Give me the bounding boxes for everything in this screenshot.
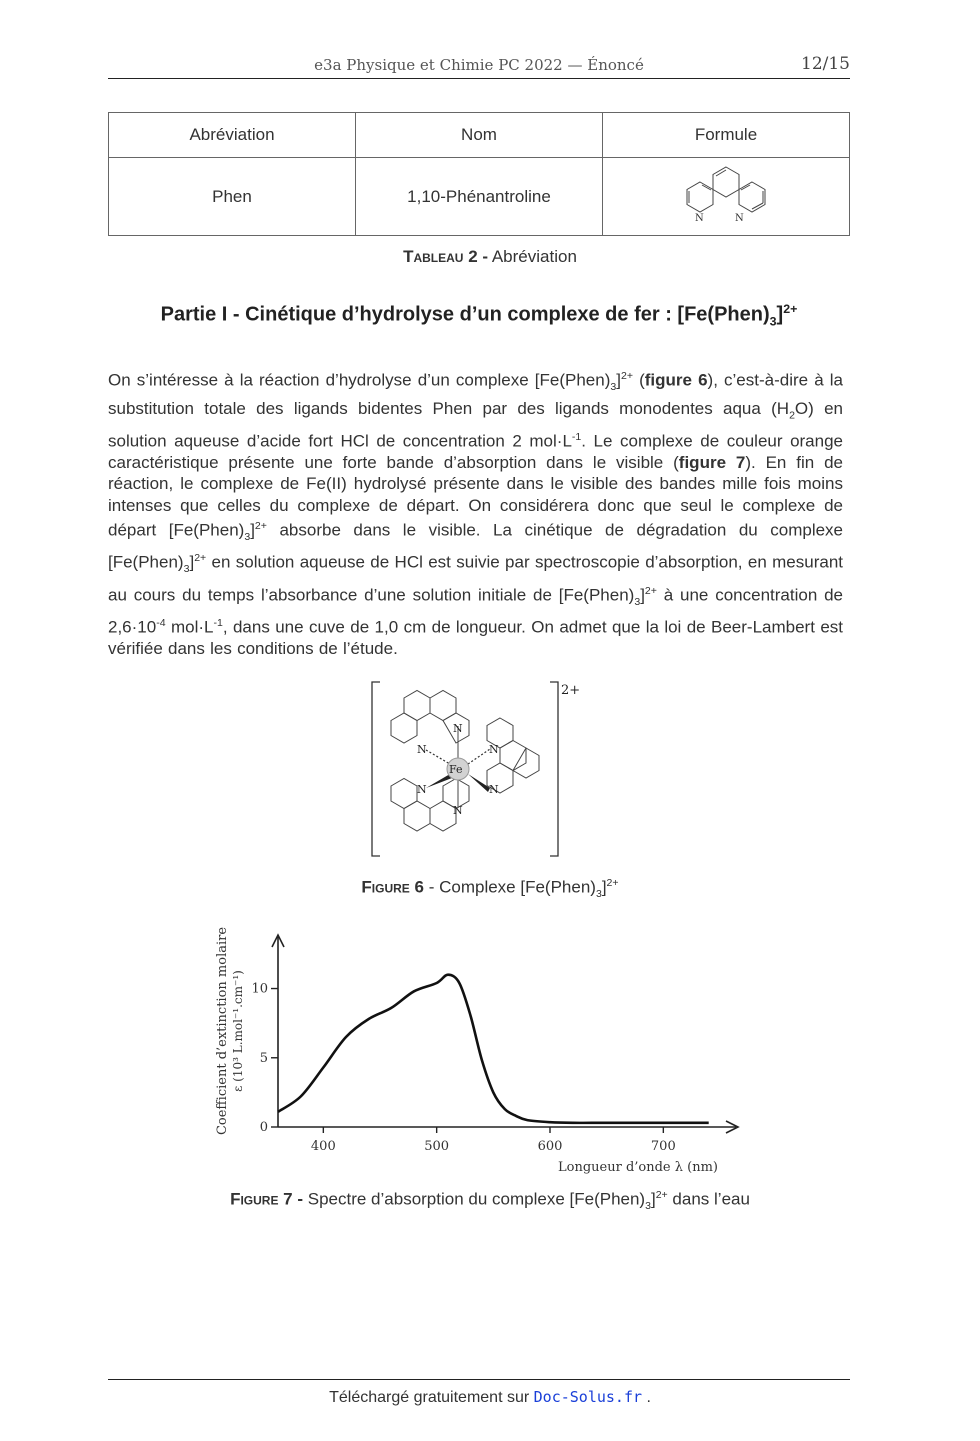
page-footer: Téléchargé gratuitement sur Doc-Solus.fr . xyxy=(329,1388,651,1406)
column-header: Nom xyxy=(356,113,603,158)
y-tick-label: 0 xyxy=(259,1120,268,1135)
table-row xyxy=(109,158,850,236)
phenanthroline-structure xyxy=(671,161,781,227)
nitrogen-label: N xyxy=(453,722,463,735)
series-line xyxy=(278,975,709,1123)
nitrogen-label: N xyxy=(489,783,499,796)
nitrogen-label: N xyxy=(453,804,463,817)
doc-solus-link[interactable]: Doc-Solus.fr xyxy=(533,1388,643,1406)
y-tick-label: 5 xyxy=(259,1050,268,1066)
y-axis-unit: ε (10³ L.mol⁻¹.cm⁻¹) xyxy=(231,970,245,1092)
x-tick-label: 700 xyxy=(650,1139,676,1154)
y-tick-label: 10 xyxy=(251,981,268,997)
nitrogen-label: N xyxy=(417,783,427,796)
cell-name: 1,10-Phénantroline xyxy=(356,158,603,236)
fe-phen-complex-figure xyxy=(360,676,590,862)
nitrogen-label: N xyxy=(695,213,704,224)
section-title: Partie I - Cinétique d’hydrolyse d’un complexe de fer : $[Fe(Phen)_3]^{2+}$ xyxy=(160,302,798,329)
caption-label: Figure 6 xyxy=(361,877,424,897)
nitrogen-label: N xyxy=(417,743,427,756)
complex-charge: 2+ xyxy=(561,683,581,698)
page-number: 12/15 xyxy=(801,54,850,74)
caption-label: Figure 7 - xyxy=(230,1189,304,1209)
footer-divider xyxy=(108,1379,850,1380)
header-title: e3a Physique et Chimie PC 2022 — Énoncé xyxy=(314,56,644,74)
caption-label: Tableau 2 - xyxy=(403,247,489,266)
intro-paragraph: On s’intéresse à la réaction d’hydrolyse d’un complexe $[Fe(Phen)_3]^{2+}$ (figure 6), c’est-à-dire à la substitution totale des ligands bidentes Phen par des ligands monodentes aqua $(H_2O)$ en solution aqueuse d’acide fort HCl de concentration 2 $mol\cdot L^{-1}$. Le complexe de couleur orange caractéristique présente une forte bande d’absorption dans le visible (figure 7). En fin de réaction, le complexe de Fe(II) hydrolysé présente dans le visible des bandes mille fois moins intenses que celles du complexe de départ. On considérera donc que seul le complexe de départ $[Fe(Phen)_3]^{2+}$ absorbe dans le visible. La cinétique de dégradation du complexe $[Fe(Phen)_3]^{2+}$ en solution aqueuse de HCl est suivie par spectroscopie d’absorption, en mesurant au cours du temps l’absorbance d’une solution initiale de $[Fe(Phen)_3]^{2+}$ à une concentration de $2,6\cdot 10^{-4}$ $mol\cdot L^{-1}$, dans une cuve de 1,0 cm de longueur. On admet que la loi de Beer-Lambert est vérifiée dans les conditions de l’étude. xyxy=(108,370,844,658)
figure-6-reference: figure 6 xyxy=(644,370,708,390)
cell-formula xyxy=(603,158,850,236)
y-axis-label: Coefficient d’extinction molaire xyxy=(215,926,230,1136)
figure-6-caption: Figure 6 - Complexe $[Fe(Phen)_3]^{2+}$ xyxy=(361,877,619,901)
x-tick-label: 600 xyxy=(537,1139,563,1154)
table-caption xyxy=(0,247,980,267)
nitrogen-label: N xyxy=(735,213,744,224)
absorption-spectrum-chart xyxy=(200,925,760,1180)
table-header-row xyxy=(109,113,850,158)
column-header: Abréviation xyxy=(109,113,356,158)
page-header xyxy=(108,50,850,79)
figure-7-reference: figure 7 xyxy=(678,452,746,472)
abbreviation-table xyxy=(108,112,850,236)
fe-atom-label: Fe xyxy=(449,763,463,776)
x-axis-label: Longueur d’onde λ (nm) xyxy=(558,1160,718,1175)
caption-text: Abréviation xyxy=(491,247,577,266)
cell-abbreviation: Phen xyxy=(109,158,356,236)
figure-7-caption: Figure 7 - Spectre d’absorption du complexe $[Fe(Phen)_3]^{2+}$ dans l’eau xyxy=(230,1189,750,1213)
nitrogen-label: N xyxy=(489,743,499,756)
column-header: Formule xyxy=(603,113,850,158)
x-tick-label: 500 xyxy=(424,1139,450,1154)
x-tick-label: 400 xyxy=(310,1139,336,1154)
